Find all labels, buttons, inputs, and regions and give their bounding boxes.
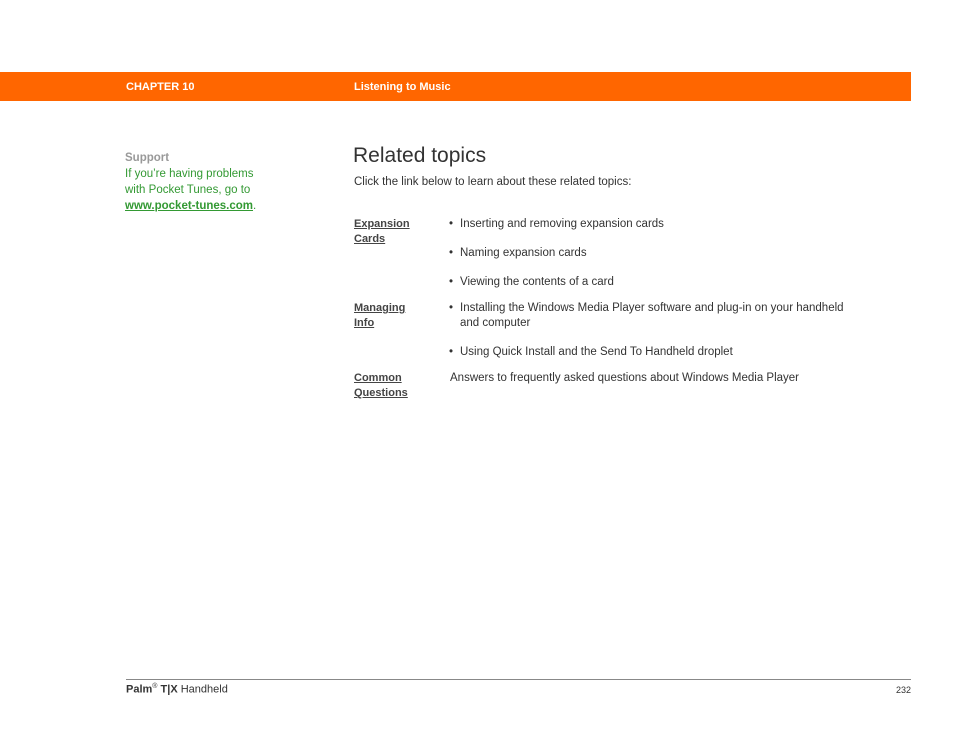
list-item-text: Naming expansion cards bbox=[460, 247, 587, 259]
chapter-label: CHAPTER 10 bbox=[126, 81, 195, 93]
common-questions-link[interactable] bbox=[354, 371, 432, 401]
bullet-icon: • bbox=[449, 302, 454, 314]
list-item-text: Viewing the contents of a card bbox=[460, 276, 614, 288]
list-item bbox=[449, 246, 860, 261]
page-title: Related topics bbox=[353, 144, 487, 167]
sidebar-link-line bbox=[125, 198, 315, 214]
sidebar-text-line2: with Pocket Tunes, go to bbox=[125, 184, 251, 196]
sidebar-heading: Support bbox=[125, 152, 170, 164]
sidebar-link-suffix: . bbox=[253, 200, 257, 212]
list-item bbox=[449, 301, 860, 331]
model-name: T|X bbox=[160, 683, 178, 696]
managing-info-link[interactable] bbox=[354, 301, 432, 331]
footer-divider bbox=[126, 679, 911, 680]
topic-link-line1: Common bbox=[354, 372, 402, 384]
registered-mark: ® bbox=[152, 683, 158, 690]
bullet-icon: • bbox=[449, 218, 454, 230]
support-sidebar bbox=[125, 150, 315, 214]
list-item-text: Using Quick Install and the Send To Handheld droplet bbox=[460, 346, 733, 358]
list-item bbox=[449, 345, 860, 360]
sidebar-text-line1: If you’re having problems bbox=[125, 168, 254, 180]
product-type: Handheld bbox=[180, 683, 228, 696]
topic-link-line2: Info bbox=[354, 317, 375, 329]
common-questions-description: Answers to frequently asked questions about Windows Media Player bbox=[450, 372, 800, 384]
topic-link-line1: Managing bbox=[354, 302, 406, 314]
list-item-text: Inserting and removing expansion cards bbox=[460, 218, 664, 230]
intro-text: Click the link below to learn about these related topics: bbox=[354, 176, 632, 188]
list-item-text: Installing the Windows Media Player software and plug-in on your handheld and computer bbox=[460, 302, 844, 329]
chapter-title: Listening to Music bbox=[354, 81, 451, 93]
list-item bbox=[449, 275, 860, 290]
topic-link-line2: Questions bbox=[354, 387, 408, 399]
pocket-tunes-link[interactable]: www.pocket-tunes.com bbox=[125, 200, 254, 212]
topic-link-line2: Cards bbox=[354, 233, 386, 245]
brand-name: Palm bbox=[126, 683, 153, 696]
chapter-header-bar bbox=[0, 72, 911, 101]
footer-product-name bbox=[126, 683, 228, 696]
bullet-icon: • bbox=[449, 247, 454, 259]
bullet-icon: • bbox=[449, 346, 454, 358]
bullet-icon: • bbox=[449, 276, 454, 288]
list-item bbox=[449, 217, 860, 232]
page-number: 232 bbox=[895, 685, 911, 695]
expansion-cards-link[interactable] bbox=[354, 217, 432, 247]
topic-link-line1: Expansion bbox=[354, 218, 410, 230]
